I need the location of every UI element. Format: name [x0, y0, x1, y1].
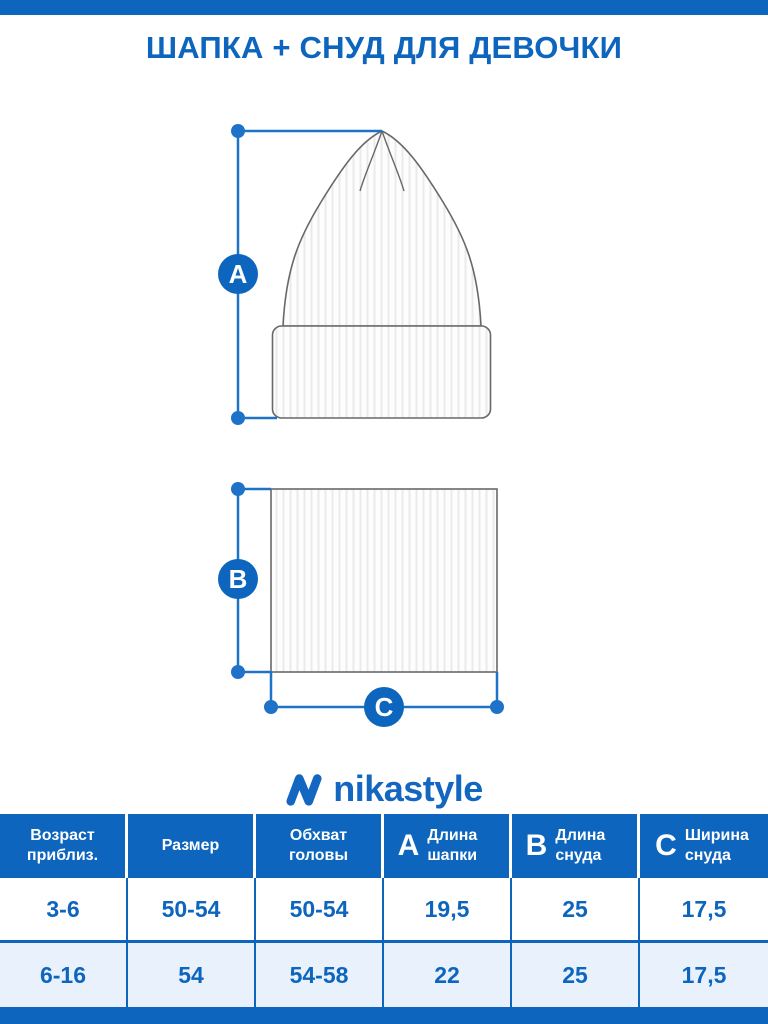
- brand-name: nikastyle: [333, 768, 483, 809]
- dimension-a-label: A: [228, 259, 248, 289]
- table-cell: 6-16: [0, 943, 128, 1007]
- header-label: Возраст приблиз.: [26, 827, 99, 864]
- page-title: ШАПКА + СНУД ДЛЯ ДЕВОЧКИ: [145, 30, 623, 65]
- size-table: [0, 814, 768, 1007]
- table-cell: 50-54: [256, 878, 384, 943]
- dimension-b-dot-bottom: [231, 665, 245, 679]
- table-cell: 25: [512, 878, 640, 943]
- dimension-c-label: C: [374, 692, 394, 722]
- dimension-b-dot-top: [231, 482, 245, 496]
- header-label: Размер: [161, 837, 220, 854]
- bottom-accent-bar: [0, 1007, 768, 1024]
- table-cell: 17,5: [640, 878, 768, 943]
- nikastyle-logo-icon: [285, 768, 323, 810]
- hat-illustration: [273, 131, 491, 418]
- header-letter-b: B: [525, 829, 548, 863]
- table-cell: 22: [384, 943, 512, 1007]
- table-cell: 25: [512, 943, 640, 1007]
- table-cell: 3-6: [0, 878, 128, 943]
- table-cell: 19,5: [384, 878, 512, 943]
- dimension-a-dot-top: [231, 124, 245, 138]
- header-label: Длина снуда: [555, 827, 606, 864]
- table-header-age: [0, 814, 128, 878]
- table-cell: 17,5: [640, 943, 768, 1007]
- hat-crown: [283, 131, 481, 326]
- dimension-c-dot-left: [264, 700, 278, 714]
- top-accent-bar: [0, 0, 768, 15]
- header-label: Обхват головы: [288, 827, 349, 864]
- dimension-b: [218, 482, 271, 679]
- dimension-a-dot-bottom: [231, 411, 245, 425]
- hat-cuff: [273, 326, 491, 418]
- header-label: Длина шапки: [427, 827, 478, 864]
- dimension-c-dot-right: [490, 700, 504, 714]
- header-letter-a: A: [397, 829, 420, 863]
- table-header-hat-length: [384, 814, 512, 878]
- table-header-head-girth: [256, 814, 384, 878]
- brand-logo: [0, 765, 768, 813]
- table-header-snood-length: [512, 814, 640, 878]
- table-cell: 54-58: [256, 943, 384, 1007]
- dimension-b-label: B: [228, 564, 248, 594]
- snood-illustration: [271, 489, 497, 672]
- dimension-c: [264, 672, 504, 727]
- measurement-diagram: [0, 100, 768, 730]
- table-cell: 54: [128, 943, 256, 1007]
- table-header-snood-width: [640, 814, 768, 878]
- table-cell: 50-54: [128, 878, 256, 943]
- header-label: Ширина снуда: [684, 827, 749, 864]
- header-letter-c: C: [655, 829, 677, 863]
- table-header-size: [128, 814, 256, 878]
